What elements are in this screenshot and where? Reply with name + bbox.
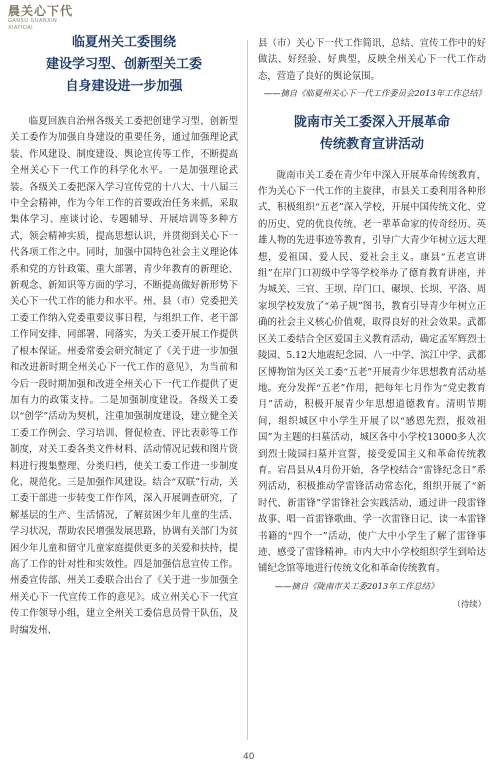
article2-body: 陇南市关工委在青少年中深入开展革命传统教育，作为关心下一代工作的主旋律，市县关工委利用各种形式，积极组织“五老”深入学校，开展中国传统文化、党的历史、党的优良传统、老一辈革命家的传奇经历、英雄人物的先进事迹等教育，引导广大青少年树立远大理想，爱祖国、爱人民、爱社会主义。康县“五老宣讲组”在岸门口初级中学等学校举办了德育教育讲座，并为城关、三官、王坝、岸门口、碾坝、长坝、平洛、周家坝学校发放了“弟子规”图书，教育引导青少年树立正确的社会主义核心价值观，取得良好的社会效果。武都区关工委结合全区爱国主义教育活动，确定孟军辉烈士陵园、5.12大地震纪念园、八一中学、滨江中学、武都区博物馆为区关工委“五老”开展青少年思想教育活动基地。充分发挥“五老”作用，把每年七月作为“党史教育月”活动，积极开展青少年思想道德教育。清明节期间，组织城区中小学生开展了以“感恩先烈，报效祖国”为主题的扫墓活动，城区各中小学校13000多人次到烈士陵园扫墓并宣誓，接受爱国主义和革命传统教育。宕昌县从4月份开始，各学校结合“雷锋纪念日”系列活动，积极推动学雷锋活动常态化，组织开展了“新时代、新雷锋”学雷锋社会实践活动，通过讲一段雷锋故事、唱一首雷锋歌曲、学一次雷锋日记、读一本雷锋书籍的“四个一”活动，使广大中小学生了解了雷锋事迹、感受了雷锋精神。市内大中小学校组织学生到哈达铺纪念馆等地进行传统文化和革命传统教育。 <box>258 169 486 575</box>
article1-title-line: 自身建设进一步加强 <box>65 79 183 94</box>
magazine-logo: 晨关心下代 <box>8 4 74 18</box>
right-column <box>258 36 486 613</box>
article1-title-line: 临夏州关工委围绕 <box>71 35 176 50</box>
magazine-logo-sub2: XIAYIDAI <box>8 25 34 31</box>
continued-marker: （待续） <box>452 599 486 610</box>
article1-title-line: 建设学习型、创新型关工委 <box>45 57 202 72</box>
column-divider <box>247 40 248 740</box>
magazine-logo-sub1: GANSU GUANXIN <box>8 18 58 24</box>
article2-title <box>258 112 486 156</box>
article2-title-line: 陇南市关工委深入开展革命 <box>293 114 450 130</box>
article1-source-note: ——摘自《临夏州关心下一代工作委员会2013年工作总结》 <box>263 88 486 99</box>
page-number: 40 <box>243 752 255 762</box>
article1-body: 临夏回族自治州各级关工委把创建学习型、创新型关工委作为加强自身建设的重要任务，通过加强理论武装、作风建设、制度建设、舆论宣传等工作，不断提高全州关心下一代工作的科学化水平。一是加强理论武装。各级关工委把深入学习宣传党的十八大、十八届三中全会精神，作为今年工作的首要政治任务来抓，采取集体学习、座谈讨论、专题辅导、开展培训等多种方式，领会精神实质，提高思想认识，并贯彻到关心下一代各项工作之中。同时，加强中国特色社会主义理论体系和党的方针政策、重大部署，青少年教育的新理论、新观念、新知识等方面的学习，不断提高做好新形势下关心下一代工作的能力和水平。州、县（市）党委把关工委工作纳入党委重要议事日程，与组织工作、老干部工作同安排、同部署、同落实，为关工委开展工作提供了根本保证。州委常委会研究制定了《关于进一步加强和改进新时期全州关心下一代工作的意见》，为当前和今后一段时期加强和改进全州关心下一代工作提供了更加有力的政策支持。二是加强制度建设。各级关工委以“创学”活动为契机，注重加强制度建设，建立健全关工委工作例会、学习培训、督促检查、评比表彰等工作制度，对关工委各类文件材料、活动情况记载和图片资料进行搜集整理、分类归档，使关工委工作进一步制度化、规范化。三是加强作风建设。结合“双联”行动，关工委干部进一步转变工作作风，深入开展调查研究，了解基层的生产、生活情况，了解贫困少年儿童的生活、学习状况，帮助农民增强发展思路，协调有关部门为贫困少年儿童和留守儿童家庭提供更多的关爱和扶持，提高了工作的针对性和实效性。四是加强信息宣传工作。州委宣传部、州关工委联合出台了《关于进一步加强全州关心下一代宣传工作的意见》。成立州关心下一代宣传工作领导小组，建立全州关工委信息员骨干队伍，及时编发州、 <box>10 116 238 636</box>
article1-title <box>10 32 238 98</box>
article1-continuation: 县（市）关心下一代工作简讯，总结、宣传工作中的好做法、好经验、好典型，反映全州关心下一代工作动态，营造了良好的舆论氛围。 <box>258 38 486 82</box>
left-column <box>10 36 238 639</box>
article2-source-note: ——摘自《陇南市关工委2013年工作总结》 <box>274 580 439 591</box>
article2-title-line: 传统教育宣讲活动 <box>319 136 424 152</box>
